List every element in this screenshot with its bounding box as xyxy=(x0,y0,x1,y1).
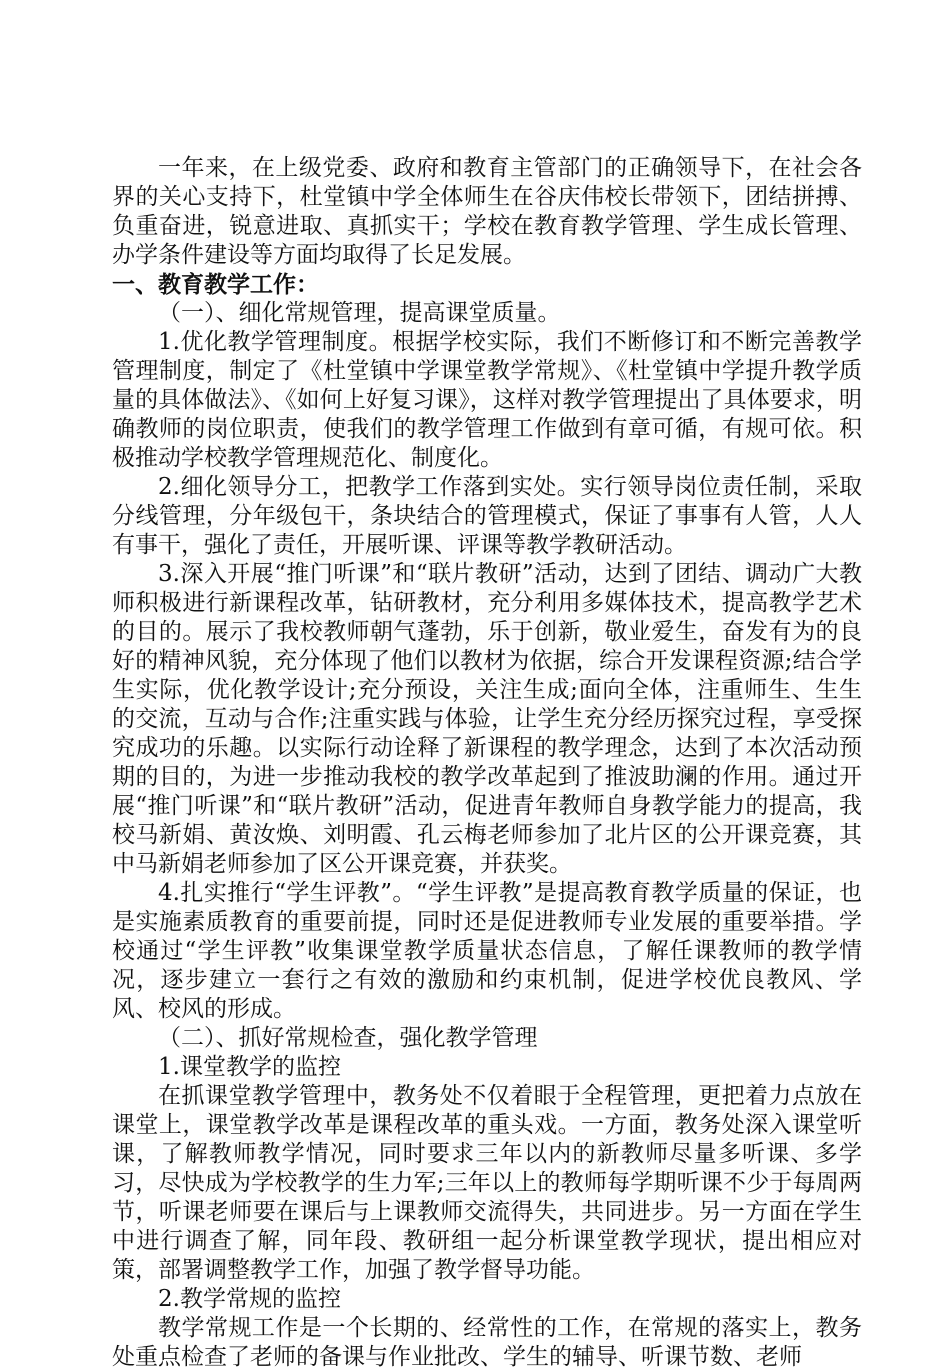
subsection-2-heading: （二）、抓好常规检查，强化教学管理 xyxy=(158,1025,538,1051)
section-1-heading: 一、教育教学工作： xyxy=(112,271,319,298)
intro-paragraph: 一年来，在上级党委、政府和教育主管部门的正确领导下，在社会各界的关心支持下，杜堂镇中学全体师生在谷庆伟校长带领下，团结拼搏、负重奋进，锐意进取、真抓实干；学校在教育教学管理、学生成长管理、办学条件建设等方面均取得了长足发展。 xyxy=(112,155,862,268)
document-page xyxy=(112,154,862,1372)
classroom-monitoring-paragraph: 在抓课堂教学管理中，教务处不仅着眼于全程管理，更把着力点放在课堂上，课堂教学改革是课程改革的重头戏。一方面，教务处深入课堂听课，了解教师教学情况，同时要求三年以内的新教师尽量多听课、多学习，尽快成为学校教学的生力军;三年以上的教师每学期听课不少于每周两节，听课老师要在课后与上课教师交流得失，共同进步。另一方面在学生中进行调查了解，同年段、教研组一起分析课堂教学现状，提出相应对策，部署调整教学工作，加强了教学督导功能。 xyxy=(112,1083,862,1283)
item-4-paragraph: 4.扎实推行“学生评教”。“学生评教”是提高教育教学质量的保证，也是实施素质教育的重要前提，同时还是促进教师专业发展的重要举措。学校通过“学生评教”收集课堂教学质量状态信息，了解任课教师的教学情况，逐步建立一套行之有效的激励和约束机制，促进学校优良教风、学风、校风的形成。 xyxy=(112,880,862,1022)
item-1-paragraph: 1.优化教学管理制度。根据学校实际，我们不断修订和不断完善教学管理制度，制定了《杜堂镇中学课堂教学常规》、《杜堂镇中学提升教学质量的具体做法》、《如何上好复习课》，这样对教学管理提出了具体要求，明确教师的岗位职责，使我们的教学管理工作做到有章可循，有规可依。积极推动学校教学管理规范化、制度化。 xyxy=(112,329,862,471)
routine-monitoring-paragraph: 教学常规工作是一个长期的、经常性的工作，在常规的落实上，教务处重点检查了老师的备课与作业批改、学生的辅导、听课节数、老师 xyxy=(112,1315,862,1370)
classroom-monitoring-heading: 1.课堂教学的监控 xyxy=(158,1054,341,1080)
item-3-paragraph: 3.深入开展“推门听课”和“联片教研”活动，达到了团结、调动广大教师积极进行新课程改革，钻研教材，充分利用多媒体技术，提高教学艺术的目的。展示了我校教师朝气蓬勃，乐于创新，敬业爱生，奋发有为的良好的精神风貌，充分体现了他们以教材为依据，综合开发课程资源;结合学生实际，优化教学设计;充分预设，关注生成;面向全体，注重师生、生生的交流，互动与合作;注重实践与体验，让学生充分经历探究过程，享受探究成功的乐趣。以实际行动诠释了新课程的教学理念，达到了本次活动预期的目的，为进一步推动我校的教学改革起到了推波助澜的作用。通过开展“推门听课”和“联片教研”活动，促进青年教师自身教学能力的提高，我校马新娟、黄汝焕、刘明霞、孔云梅老师参加了北片区的公开课竞赛，其中马新娟老师参加了区公开课竞赛，并获奖。 xyxy=(112,561,862,877)
subsection-1-heading: （一）、细化常规管理，提高课堂质量。 xyxy=(158,300,561,326)
routine-monitoring-heading: 2.教学常规的监控 xyxy=(158,1286,341,1312)
item-2-paragraph: 2.细化领导分工，把教学工作落到实处。实行领导岗位责任制，采取分线管理，分年级包干，条块结合的管理模式，保证了事事有人管，人人有事干，强化了责任，开展听课、评课等教学教研活动。 xyxy=(112,474,862,558)
